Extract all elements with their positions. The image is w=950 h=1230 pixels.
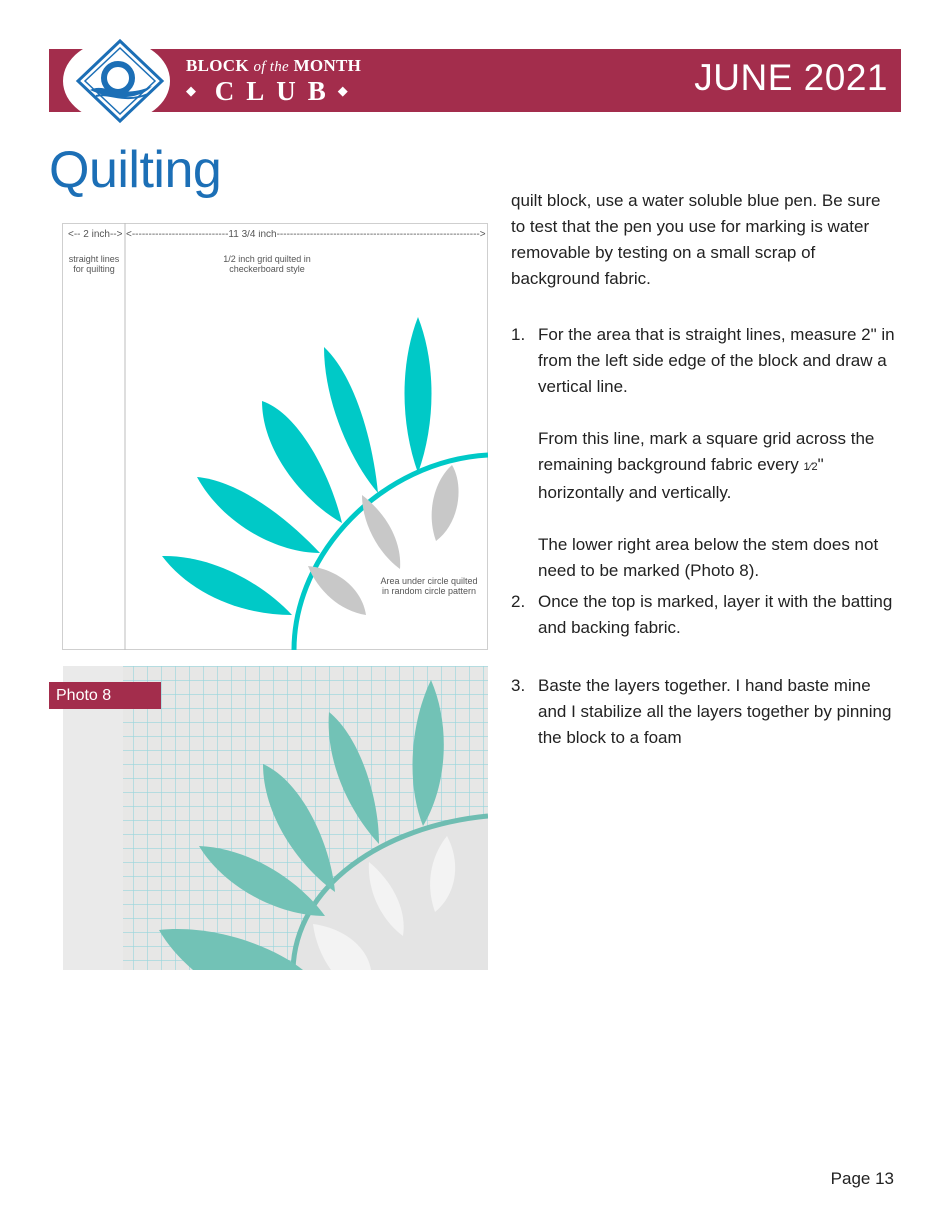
step-2-text: Once the top is marked, layer it with the batting and backing fabric. (538, 592, 893, 637)
label-grid: 1/2 inch grid quilted in checkerboard style (223, 254, 311, 274)
brand-line-2: ◆ CLUB◆ (186, 76, 348, 106)
step-1-text-b: From this line, mark a square grid across the remaining background fabric every 1⁄2" horizontally and vertically. (538, 429, 875, 502)
label-circle-area: Area under circle quilted in random circle pattern (380, 576, 478, 596)
photo-image (63, 666, 488, 970)
instructions-column (511, 188, 896, 751)
club-logo (72, 38, 168, 124)
diamond-icon: ◆ (337, 83, 348, 98)
dimension-right: <-----------------------------11 3/4 inch-------------------------------------------------------------> (126, 230, 486, 240)
page-number: Page 13 (830, 1169, 894, 1188)
step-3 (511, 673, 896, 751)
page-title: Quilting (49, 141, 222, 199)
step-number: 3. (511, 676, 526, 695)
intro-paragraph: quilt block, use a water soluble blue pen. Be sure to test that the pen you use for marking is water removable by testing on a small scrap of background fabric. (511, 191, 881, 288)
step-number: 2. (511, 592, 526, 611)
step-1-text-a: For the area that is straight lines, measure 2" in from the left side edge of the block and draw a vertical line. (538, 325, 895, 396)
label-straight-lines: straight lines for quilting (68, 254, 120, 274)
photo-8 (63, 666, 488, 970)
issue-date: JUNE 2021 (694, 57, 888, 98)
quilting-diagram (62, 223, 488, 650)
dimension-left: <-- 2 inch--> (68, 229, 123, 240)
step-2 (511, 589, 896, 641)
diamond-icon: ◆ (186, 83, 196, 98)
brand-line-1: BLOCK of the MONTH (186, 56, 362, 75)
step-3-text: Baste the layers together. I hand baste mine and I stabilize all the layers together by pinning the block to a foam (538, 676, 892, 747)
step-1 (511, 322, 896, 584)
photo-label: Photo 8 (49, 682, 161, 709)
step-number: 1. (511, 325, 526, 344)
step-1-text-c: The lower right area below the stem does not need to be marked (Photo 8). (538, 535, 879, 580)
